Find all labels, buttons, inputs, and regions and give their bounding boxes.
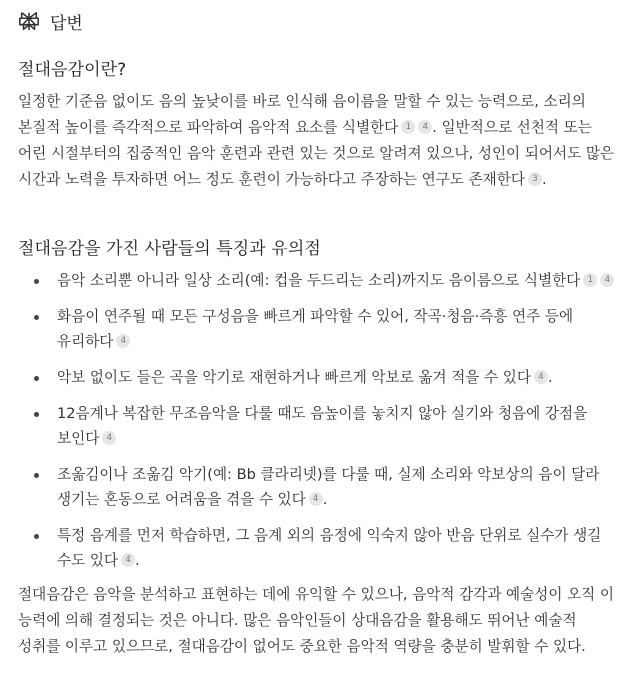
paragraph-text: .	[541, 171, 547, 188]
list-item-text: 특정 음계를 먼저 학습하면, 그 음계 외의 음정에 익숙지 않아 반음 단위로 실수가 생길 수도 있다	[57, 527, 602, 569]
list-item	[0, 523, 635, 573]
citation-badge[interactable]: 4	[121, 553, 135, 567]
citation-badge[interactable]: 4	[418, 120, 432, 134]
citation-badge[interactable]: 1	[401, 120, 415, 134]
list-item	[0, 365, 635, 390]
answer-header	[18, 8, 83, 34]
list-item-end: .	[547, 369, 553, 386]
list-item-text: 화음이 연주될 때 모든 구성음을 빠르게 파악할 수 있어, 작곡·청음·즉흥 연주 등에 유리하다	[57, 308, 574, 350]
traits-list	[0, 268, 635, 584]
citation-badge[interactable]: 3	[528, 172, 542, 186]
citation-badge[interactable]: 4	[102, 431, 116, 445]
paragraph-text: 일정한 기준음 없이도 음의 높낮이를 바로 인식해 음이름을 말할 수 있는 능력으로, 소리의 본질적 높이를 즉각적으로 파악하여 음악적 요소를 식별한다	[18, 93, 586, 136]
citation-badge[interactable]: 1	[583, 273, 597, 287]
list-item-text: 12음계나 복잡한 무조음악을 다룰 때도 음높이를 놓치지 않아 실기와 청음에 강점을 보인다	[57, 405, 588, 447]
list-item	[0, 268, 635, 293]
citation-badge[interactable]: 4	[600, 273, 614, 287]
answer-title: 답변	[50, 13, 83, 34]
list-item-text: 악보 없이도 들은 곡을 악기로 재현하거나 빠르게 악보로 옮겨 적을 수 있다	[57, 369, 531, 386]
list-item	[0, 462, 635, 512]
conclusion-paragraph: 절대음감은 음악을 분석하고 표현하는 데에 유익할 수 있으나, 음악적 감각과 예술성이 오직 이 능력에 의해 결정되는 것은 아니다. 많은 음악인들이 상대음감을 활용해도 뛰어난 예술적 성취를 이루고 있으므로, 절대음감이 없어도 중요한 음악적 역량을 충분히 발휘할 수 있다.	[18, 586, 615, 655]
citation-badge[interactable]: 4	[309, 492, 323, 506]
list-item-end: .	[135, 552, 140, 569]
perplexity-logo-icon	[18, 10, 40, 32]
list-item-end: .	[322, 491, 328, 508]
citation-badge[interactable]: 4	[534, 370, 548, 384]
section-heading-traits: 절대음감을 가진 사람들의 특징과 유의점	[18, 239, 321, 259]
paragraph-text: . 일반적으로 선천적 또는 어린 시절부터의 집중적인 음악 훈련과 관련 있는 것으로 알려져 있으나, 성인이 되어서도 많은 시간과 노력을 투자하면 어느 정도 훈련이 가능하다고 주장하는 연구도 존재한다	[18, 119, 615, 188]
list-item	[0, 401, 635, 451]
list-item-text: 음악 소리뿐 아니라 일상 소리(예: 컵을 두드리는 소리)까지도 음이름으로 식별한다	[57, 272, 581, 289]
definition-paragraph	[18, 89, 618, 193]
list-item	[0, 304, 635, 354]
section-heading-definition: 절대음감이란?	[18, 60, 127, 80]
list-item-text: 조옮김이나 조옮김 악기(예: Bb 클라리넷)를 다룰 때, 실제 소리와 악보상의 음이 달라 생기는 혼동으로 어려움을 겪을 수 있다	[57, 466, 600, 508]
citation-badge[interactable]: 4	[116, 334, 130, 348]
